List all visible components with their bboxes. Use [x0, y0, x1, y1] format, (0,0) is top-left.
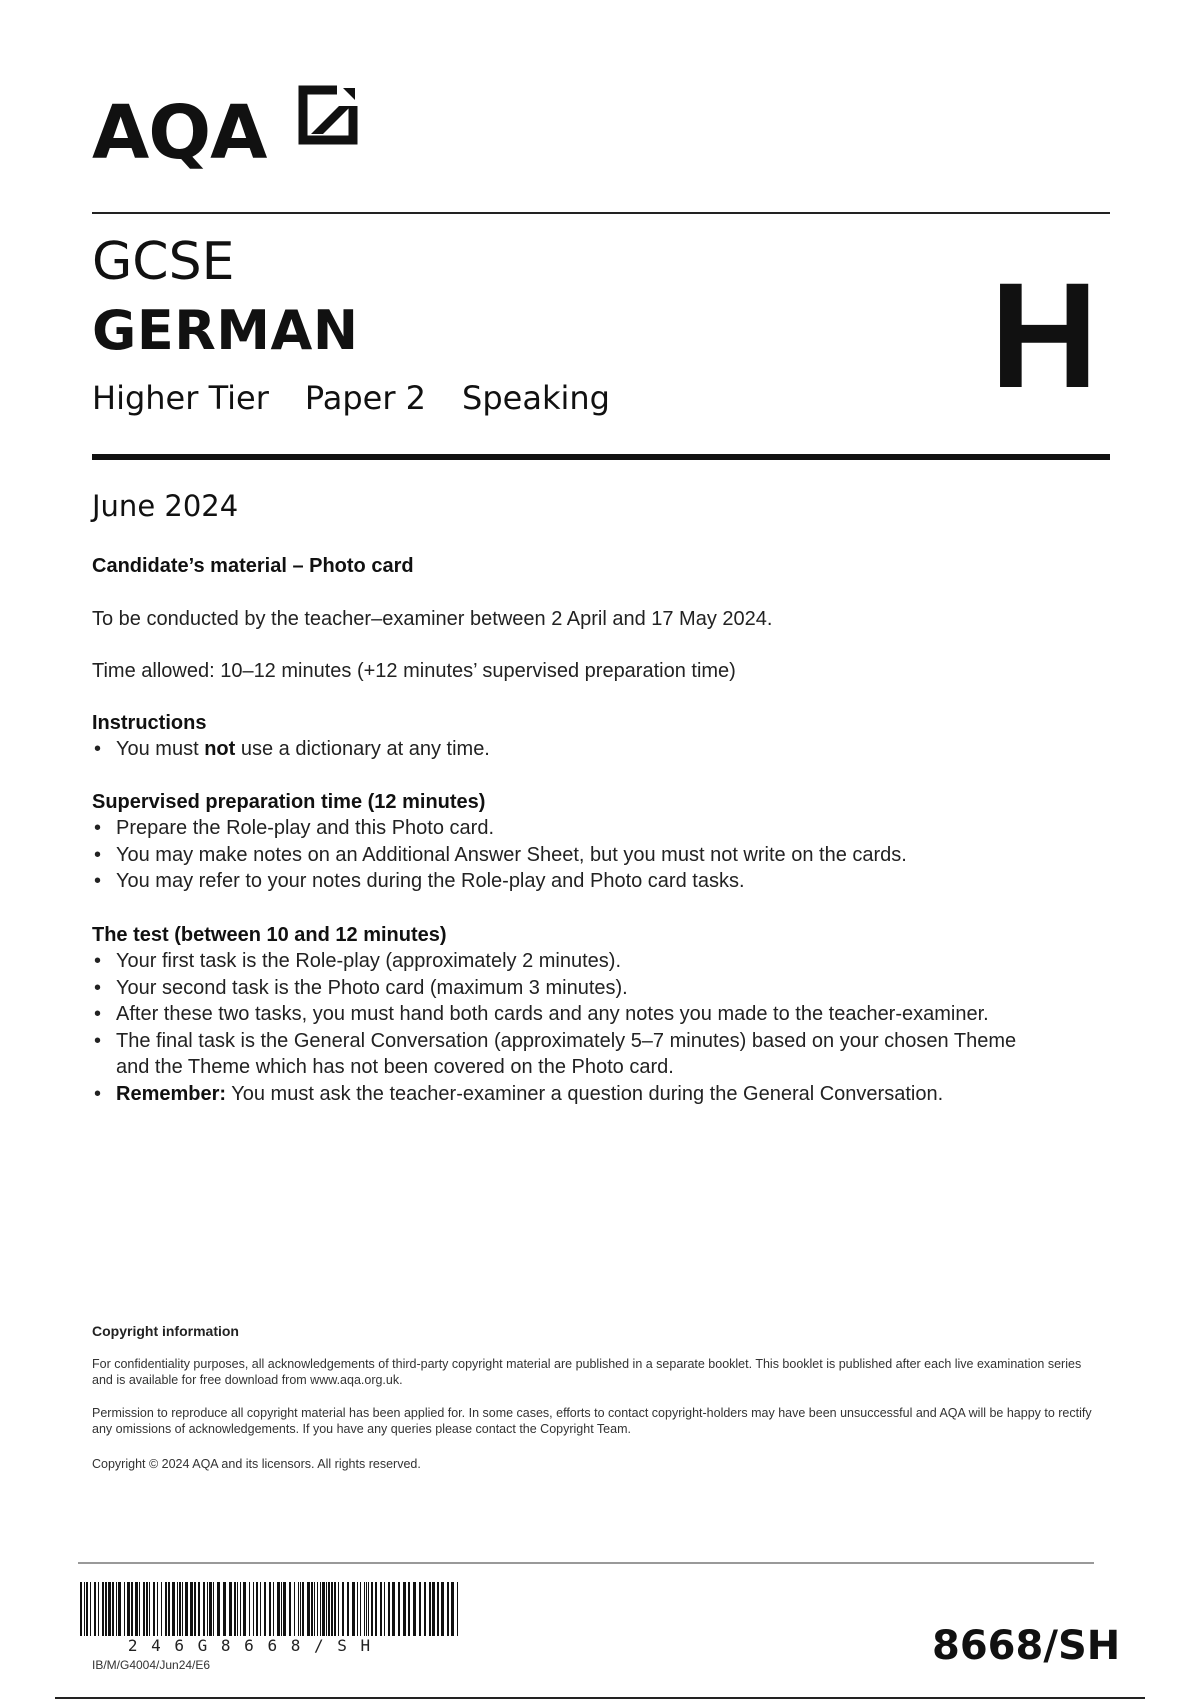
barcode-bar: [380, 1582, 382, 1636]
barcode-bar: [229, 1582, 232, 1636]
copyright-notice: Copyright © 2024 AQA and its licensors. All rights reserved.: [92, 1457, 421, 1471]
barcode-bar: [157, 1582, 158, 1636]
list-item: • Prepare the Role-play and this Photo card.: [92, 815, 1102, 842]
barcode-bar: [194, 1582, 196, 1636]
copyright-paragraph: Permission to reproduce all copyright material has been applied for. In some cases, efforts to contact copyright-holders may have been unsuccessful and AQA will be happy to rectify any omissions of acknowledgements. If you have any queries please contact the Copyright Team.: [92, 1406, 1092, 1437]
barcode-bar: [249, 1582, 250, 1636]
barcode-bar: [153, 1582, 155, 1636]
barcode-bar: [260, 1582, 261, 1636]
list-item: • After these two tasks, you must hand both cards and any notes you made to the teacher-examiner.: [92, 1001, 1102, 1028]
footer-divider: [78, 1562, 1094, 1564]
barcode-bar: [368, 1582, 369, 1636]
barcode-bar: [457, 1582, 458, 1636]
list-item: • You may refer to your notes during the Role-play and Photo card tasks.: [92, 868, 1102, 895]
barcode-bar: [289, 1582, 291, 1636]
barcode-bar: [447, 1582, 449, 1636]
material-title: Candidate’s material – Photo card: [92, 555, 414, 577]
barcode-bar: [168, 1582, 170, 1636]
barcode-bar: [366, 1582, 367, 1636]
copyright-heading: Copyright information: [92, 1323, 239, 1339]
preparation-heading: Supervised preparation time (12 minutes): [92, 791, 486, 813]
barcode-bar: [320, 1582, 321, 1636]
barcode-bar: [314, 1582, 315, 1636]
barcode-bar: [334, 1582, 336, 1636]
barcode-bar: [328, 1582, 330, 1636]
time-allowed: Time allowed: 10–12 minutes (+12 minutes’ supervised preparation time): [92, 660, 736, 682]
barcode-bar: [273, 1582, 274, 1636]
barcode-bar: [253, 1582, 254, 1636]
barcode-bar: [223, 1582, 226, 1636]
barcode-bar: [347, 1582, 349, 1636]
barcode-bar: [277, 1582, 280, 1636]
barcode-bar: [269, 1582, 271, 1636]
barcode-bar: [437, 1582, 439, 1636]
component-label: Speaking: [462, 379, 610, 417]
aqa-logo: [92, 84, 382, 184]
barcode-bar: [403, 1582, 406, 1636]
logo-text: AQA: [92, 90, 267, 176]
barcode-bar: [342, 1582, 344, 1636]
barcode-bar: [105, 1582, 107, 1636]
barcode-bar: [172, 1582, 175, 1636]
barcode-bar: [116, 1582, 117, 1636]
barcode-bar: [338, 1582, 339, 1636]
barcode-bar: [283, 1582, 286, 1636]
barcode-bar: [135, 1582, 138, 1636]
page-bottom-rule: [55, 1697, 1145, 1699]
barcode-bar: [298, 1582, 299, 1636]
barcode-bar: [371, 1582, 373, 1636]
list-item: • You may make notes on an Additional Answer Sheet, but you must not write on the cards.: [92, 842, 1102, 869]
barcode-digits: 2 4 6 G 8 6 6 8 / S H: [127, 1636, 373, 1655]
barcode-bar: [198, 1582, 200, 1636]
barcode-bar: [375, 1582, 377, 1636]
barcode-bar: [139, 1582, 140, 1636]
barcode-bar: [357, 1582, 358, 1636]
barcode-bar: [300, 1582, 301, 1636]
barcode-bar: [112, 1582, 114, 1636]
subject-level: GCSE: [92, 232, 235, 292]
barcode-bar: [413, 1582, 416, 1636]
tier-letter: H: [990, 251, 1099, 419]
aqa-tick-logo-icon: [297, 84, 359, 146]
barcode-bar: [207, 1582, 208, 1636]
barcode-bar: [317, 1582, 318, 1636]
barcode-bar: [190, 1582, 193, 1636]
barcode-bar: [237, 1582, 238, 1636]
paper-details: [92, 379, 610, 417]
barcode-bar: [84, 1582, 85, 1636]
barcode-bar: [256, 1582, 258, 1636]
barcode-bar: [307, 1582, 310, 1636]
copyright-paragraph: For confidentiality purposes, all acknowledgements of third-party copyright material are published in a separate booklet. This booklet is published after each live examination series and is available for free download from www.aqa.org.uk.: [92, 1357, 1082, 1388]
barcode-bar: [392, 1582, 395, 1636]
barcode-bar: [127, 1582, 130, 1636]
barcode-bar: [451, 1582, 454, 1636]
instructions-list: [92, 736, 1102, 763]
barcode-bar: [118, 1582, 121, 1636]
barcode-bar: [408, 1582, 410, 1636]
barcode-bar: [429, 1582, 431, 1636]
barcode-bar: [326, 1582, 327, 1636]
barcode-bar: [217, 1582, 220, 1636]
barcode-bar: [203, 1582, 205, 1636]
barcode-bar: [177, 1582, 178, 1636]
barcode-bar: [102, 1582, 104, 1636]
barcode-bar: [384, 1582, 385, 1636]
tier-label: Higher Tier: [92, 379, 269, 417]
barcode-bar: [311, 1582, 313, 1636]
paper-label: Paper 2: [304, 379, 427, 417]
barcode-bar: [86, 1582, 88, 1636]
list-item: • The final task is the General Conversation (approximately 5–7 minutes) based on your chosen Theme and the Theme which has not been covered on the Photo card.: [92, 1028, 1102, 1081]
barcode-bar: [80, 1582, 82, 1636]
barcode-bar: [90, 1582, 91, 1636]
barcode: [80, 1582, 465, 1636]
list-item: • Your first task is the Role-play (approximately 2 minutes).: [92, 948, 1102, 975]
barcode-bar: [143, 1582, 145, 1636]
preparation-list: [92, 815, 1102, 895]
barcode-bar: [432, 1582, 435, 1636]
barcode-bar: [146, 1582, 148, 1636]
barcode-bar: [243, 1582, 246, 1636]
subject-name: GERMAN: [92, 299, 359, 362]
barcode-bar: [331, 1582, 333, 1636]
barcode-bar: [364, 1582, 365, 1636]
instructions-heading: Instructions: [92, 712, 207, 734]
barcode-bar: [360, 1582, 361, 1636]
paper-code: 8668/SH: [932, 1623, 1121, 1669]
barcode-bar: [149, 1582, 150, 1636]
test-heading: The test (between 10 and 12 minutes): [92, 924, 447, 946]
header-divider: [92, 212, 1110, 214]
barcode-bar: [179, 1582, 181, 1636]
barcode-bar: [131, 1582, 133, 1636]
barcode-bar: [441, 1582, 444, 1636]
title-divider: [92, 454, 1110, 460]
barcode-bar: [302, 1582, 304, 1636]
test-list: [92, 948, 1102, 1107]
barcode-bar: [209, 1582, 212, 1636]
barcode-bar: [281, 1582, 282, 1636]
barcode-bar: [124, 1582, 125, 1636]
barcode-bar: [234, 1582, 236, 1636]
list-item: • Your second task is the Photo card (maximum 3 minutes).: [92, 975, 1102, 1002]
barcode-bar: [424, 1582, 426, 1636]
barcode-bar: [419, 1582, 421, 1636]
list-item: • You must not use a dictionary at any time.: [92, 736, 1102, 763]
barcode-bar: [94, 1582, 96, 1636]
barcode-bar: [165, 1582, 167, 1636]
barcode-bar: [388, 1582, 390, 1636]
barcode-bar: [98, 1582, 99, 1636]
list-item: • Remember: You must ask the teacher-examiner a question during the General Conversation.: [92, 1081, 1102, 1108]
barcode-bar: [240, 1582, 241, 1636]
barcode-bar: [264, 1582, 266, 1636]
barcode-bar: [161, 1582, 162, 1636]
barcode-bar: [294, 1582, 295, 1636]
barcode-bar: [108, 1582, 111, 1636]
document-reference: IB/M/G4004/Jun24/E6: [92, 1658, 211, 1672]
barcode-bar: [182, 1582, 183, 1636]
conduct-note: To be conducted by the teacher–examiner between 2 April and 17 May 2024.: [92, 608, 773, 630]
barcode-bar: [185, 1582, 188, 1636]
barcode-bar: [398, 1582, 400, 1636]
barcode-bar: [213, 1582, 214, 1636]
exam-date: June 2024: [92, 489, 239, 523]
barcode-bar: [352, 1582, 355, 1636]
barcode-bar: [322, 1582, 325, 1636]
